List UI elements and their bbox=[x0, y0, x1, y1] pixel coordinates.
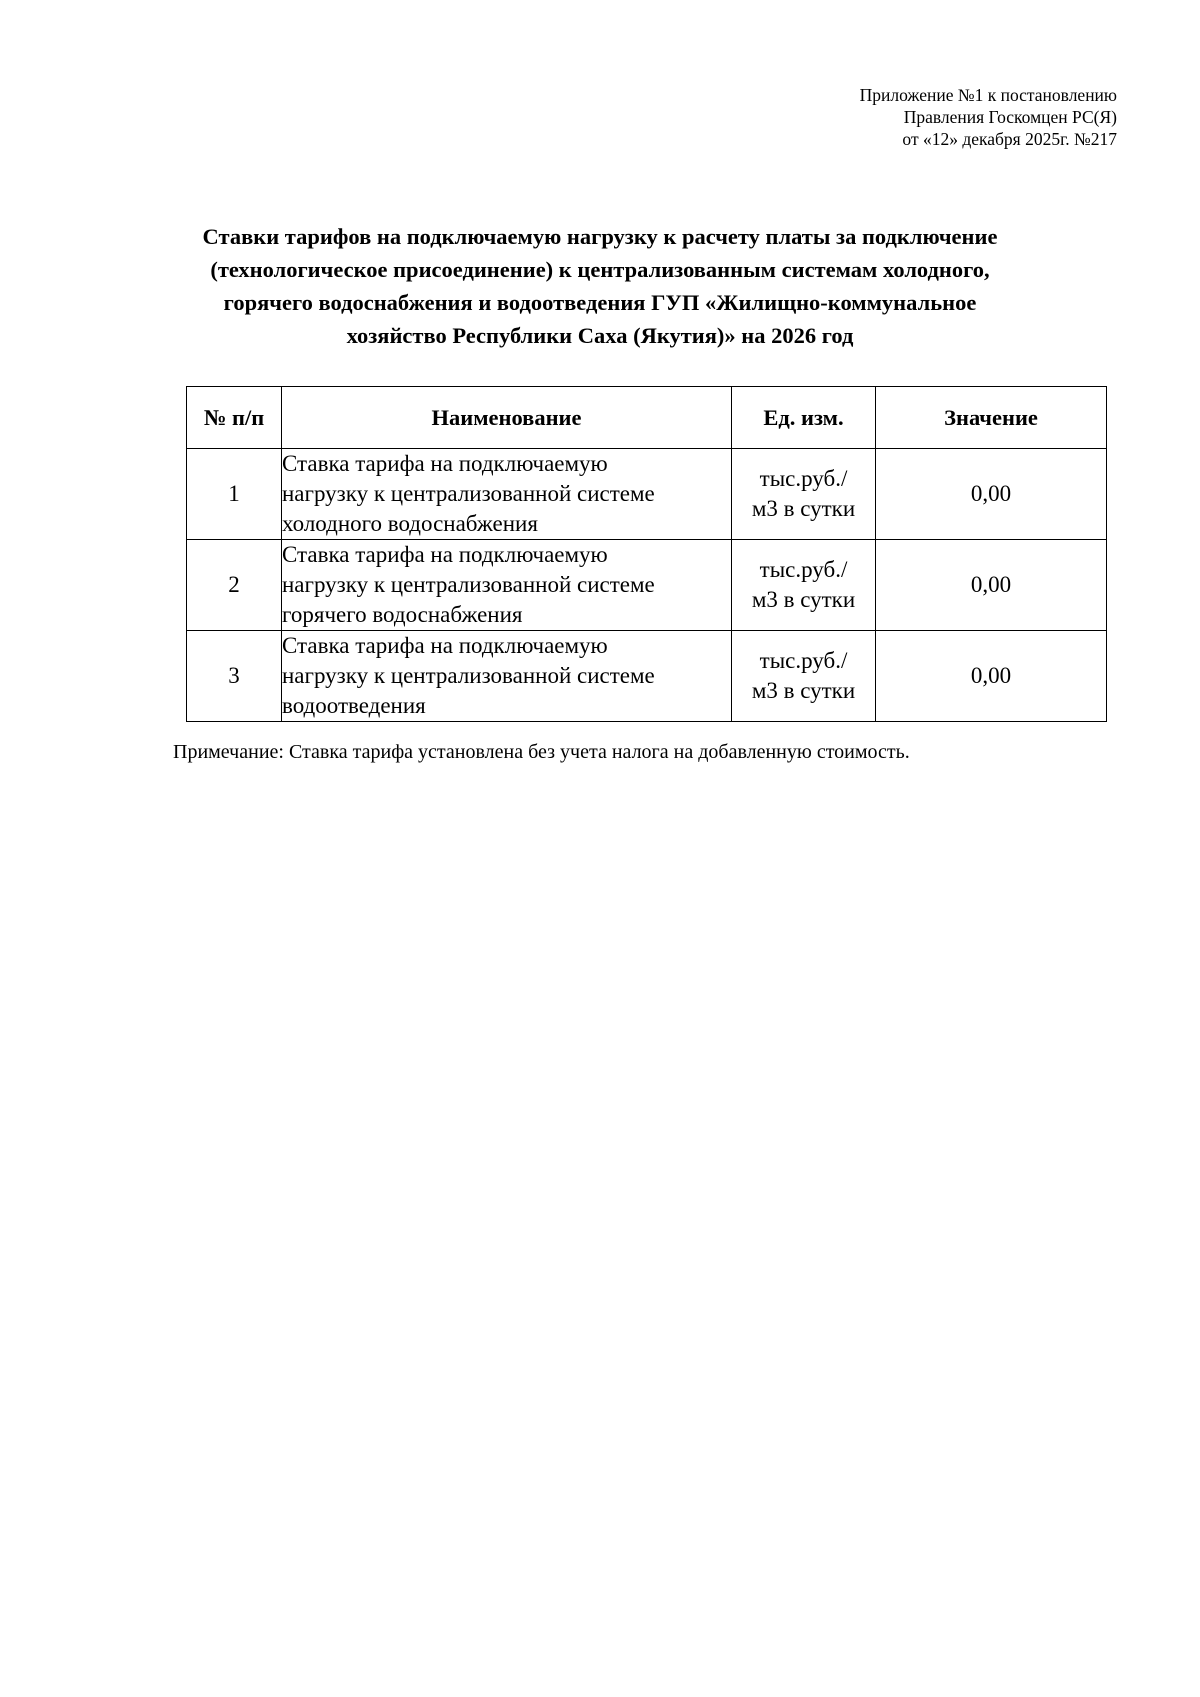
note-text: Примечание: Ставка тарифа установлена без учета налога на добавленную стоимость. bbox=[173, 741, 910, 763]
row-name-line: холодного водоснабжения bbox=[282, 511, 538, 536]
row-number: 3 bbox=[187, 631, 282, 722]
row-name bbox=[282, 631, 732, 722]
row-name-line: нагрузку к централизованной системе bbox=[282, 481, 655, 506]
table-row bbox=[187, 449, 1107, 540]
row-name-line: Ставка тарифа на подключаемую bbox=[282, 633, 608, 658]
header-unit: Ед. изм. bbox=[732, 387, 876, 449]
row-unit-line: тыс.руб./ bbox=[759, 466, 848, 491]
appendix-line: от «12» декабря 2025г. №217 bbox=[902, 129, 1117, 149]
title-line: Ставки тарифов на подключаемую нагрузку к расчету платы за подключение bbox=[202, 224, 998, 249]
document-title bbox=[160, 220, 1040, 352]
table-row bbox=[187, 631, 1107, 722]
row-unit bbox=[732, 631, 876, 722]
table-row bbox=[187, 540, 1107, 631]
row-name-line: нагрузку к централизованной системе bbox=[282, 663, 655, 688]
row-unit bbox=[732, 449, 876, 540]
row-value: 0,00 bbox=[876, 631, 1107, 722]
header-number: № п/п bbox=[187, 387, 282, 449]
row-value: 0,00 bbox=[876, 540, 1107, 631]
table-header-row bbox=[187, 387, 1107, 449]
row-name-line: водоотведения bbox=[282, 693, 426, 718]
row-number: 1 bbox=[187, 449, 282, 540]
title-line: горячего водоснабжения и водоотведения ГУП «Жилищно-коммунальное bbox=[223, 290, 977, 315]
row-name-line: Ставка тарифа на подключаемую bbox=[282, 542, 608, 567]
row-unit-line: тыс.руб./ bbox=[759, 648, 848, 673]
row-number: 2 bbox=[187, 540, 282, 631]
title-line: (технологическое присоединение) к централизованным системам холодного, bbox=[210, 257, 990, 282]
row-name-line: горячего водоснабжения bbox=[282, 602, 523, 627]
appendix-line: Правления Госкомцен РС(Я) bbox=[903, 107, 1117, 127]
row-value: 0,00 bbox=[876, 449, 1107, 540]
row-unit-line: тыс.руб./ bbox=[759, 557, 848, 582]
appendix-reference bbox=[860, 84, 1117, 150]
tariff-table bbox=[186, 386, 1107, 722]
row-name bbox=[282, 540, 732, 631]
row-unit-line: м3 в сутки bbox=[751, 587, 856, 612]
row-unit bbox=[732, 540, 876, 631]
header-value: Значение bbox=[876, 387, 1107, 449]
appendix-line: Приложение №1 к постановлению bbox=[859, 85, 1117, 105]
row-unit-line: м3 в сутки bbox=[751, 496, 856, 521]
row-name-line: Ставка тарифа на подключаемую bbox=[282, 451, 608, 476]
row-name-line: нагрузку к централизованной системе bbox=[282, 572, 655, 597]
row-name bbox=[282, 449, 732, 540]
row-unit-line: м3 в сутки bbox=[751, 678, 856, 703]
header-name: Наименование bbox=[282, 387, 732, 449]
title-line: хозяйство Республики Саха (Якутия)» на 2026 год bbox=[346, 323, 854, 348]
